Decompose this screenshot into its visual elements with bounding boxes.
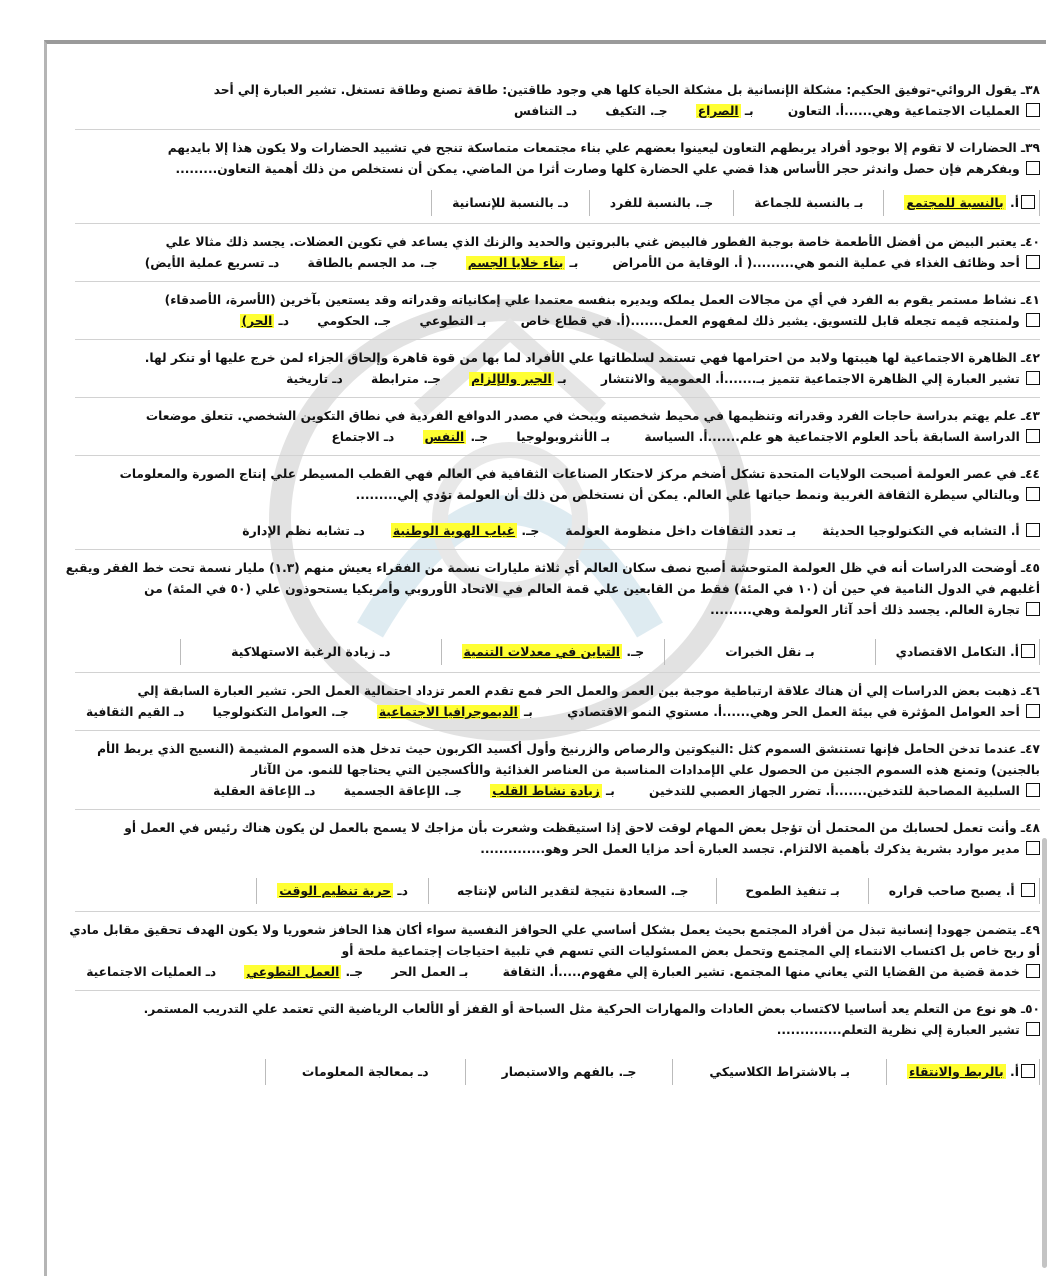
checkbox[interactable] [1026,841,1040,855]
divider [75,989,1040,991]
question-text: ٤٧ـ عندما تدخن الحامل فإنها تستنشق السموم كثل :النيكوتين والرصاص والزرنيخ وأول أكسيد الكربون حيث تدخل هذه السموم المشيمة (النسيج الذي يربط الأم بالجنين) وتمنع هذه السموم الجنين من الحصول علي الإمدادات المناسبة من العناصر الغذائية والأكسجين التي يحتاجها للنمو. من الآثار [97,742,1040,777]
question-stem-end: خدمة قضية من القضايا التي يعاني منها المجتمع. تشير العبارة إلي مفهوم.....أ. الثقافة [502,965,1020,979]
option-a[interactable]: أ. التشابه في التكنولوجيا الحديثة [822,523,1020,538]
question-43: ٤٣ـ علم يهتم بدراسة حاجات الفرد وقدراته وتنظيمها في محيط شخصيته ويبحث في مصدر الدوافع الفردية في نطاق التكوين الشخصي. تتعلق موضعات الدراسة السابقة بأحد العلوم الاجتماعية هو علم.......أ. السياسة بـ الأنثروبولوجيا جـ. النفس دـ الاجتماع [60,406,1040,448]
checkbox[interactable] [1026,964,1040,978]
option-a[interactable]: أ. التكامل الاقتصادي [895,644,1019,659]
question-text: ٤٩ـ يتضمن جهودا إنسانية تبذل من أفراد المجتمع بحيث يعمل بشكل أساسي علي الحوافز النفسية سواء أكان هذا الحافز شعوريا ولا يكون الهدف تحقيق مقابل مادي أو ربح خاص بل اكتساب الانتماء إلي المجتمع وتحمل بعض المسئوليات التي تسهم في تلبية احتياجات إجتماعية ملحة أو [69,923,1040,958]
checkbox[interactable] [1021,644,1035,658]
option-d[interactable]: دـ تشابه نظم الإدارة [242,523,365,538]
question-stem-end: وبفكرهم فإن حصل واندثر حجر الأساس هذا قضي علي الحضارة كلها وصارت أثرا من الماضي. يمكن أن نستخلص من ذلك أهمية التعاون......... [175,162,1020,176]
divider [75,729,1040,731]
question-stem-end: السلبية المصاحبة للتدخين.......أ. تضرر الجهاز العصبي للتدخين [649,784,1020,798]
answer-highlight: بالربط والانتقاء [909,1064,1004,1079]
checkbox[interactable] [1026,487,1040,501]
question-text: ٣٩ـ الحضارات لا تقوم إلا بوجود أفراد يربطهم التعاون ليعينوا بعضهم علي بناء مجتمعات متماسكة تنجح في تشييد الحضارات ولا يكون هذا إلا بايديهم [167,141,1040,155]
divider [75,128,1040,130]
option-b[interactable]: بـ تنفيذ الطموح [716,878,868,904]
question-stem-end: تشير العبارة إلي الظاهرة الاجتماعية تتميز بـ.......أ. العمومية والانتشار [600,372,1020,386]
option-a[interactable]: أ. يصبح صاحب قراره [888,883,1015,898]
question-stem-end: الدراسة السابقة بأحد العلوم الاجتماعية هو علم.......أ. السياسة [644,430,1020,444]
answer-highlight: التباين في معدلات التنمية [463,644,620,659]
question-stem-end: العمليات الاجتماعية وهي......أ. التعاون [787,104,1020,118]
question-44 [60,464,1040,542]
options-row: أ. بالربط والانتقاء بـ بالاشتراط الكلاسيكي جـ. بالفهم والاستبصار دـ بمعالجة المعلومات [60,1059,1040,1085]
answer-highlight: العمل التطوعي [246,965,340,979]
question-48 [60,818,1040,904]
answer-highlight: الجبر والإلزام [471,372,552,386]
option-d[interactable]: دـ التنافس [513,104,578,118]
question-stem-end: وبالتالي سيطرة الثقافة الغربية ونمط حياتها علي العالم. يمكن أن نستخلص من ذلك أن العولمة تؤدي إلي......... [355,488,1020,502]
question-text: ٤٦ـ ذهبت بعض الدراسات إلي أن هناك علاقة ارتباطية موجبة بين العمر والعمل الحر فمع تقدم العمر تزداد احتمالية العمل الحر. تشير العبارة السابقة إلي [137,684,1040,698]
question-stem-end: أحد العوامل المؤثرة في بيئة العمل الحر وهي......أ. مستوي النمو الاقتصادي [567,705,1020,719]
divider [75,910,1040,912]
divider [75,338,1040,340]
option-d[interactable]: دـ بالنسبة للإنسانية [431,190,590,216]
options-row: أ. يصبح صاحب قراره بـ تنفيذ الطموح جـ. السعادة نتيجة لتقدير الناس لإنتاجه دـ حرية تنظيم الوقت [60,878,1040,904]
question-45 [60,558,1040,665]
divider [75,396,1040,398]
options-row: أ. التشابه في التكنولوجيا الحديثة بـ تعدد الثقافات داخل منظومة العولمة جـ. غياب الهوية الوطنية دـ تشابه نظم الإدارة [60,520,1040,542]
question-text: ٣٨ـ يقول الروائي-توفيق الحكيم: مشكلة الإنسانية بل مشكلة الحياة كلها هي وجود طاقتين: طاقة تصنع وطاقة تستغل. تشير العبارة إلي أحد [213,83,1040,97]
option-c[interactable]: جـ. الإعاقة الجسمية [343,784,462,798]
option-d[interactable]: دـ زيادة الرغبة الاستهلاكية [180,639,441,665]
question-text: ٤٨ـ وأنت تعمل لحسابك من المحتمل أن تؤجل بعض المهام لوقت لاحق إذا استيقظت وشعرت بأن مزاجك لا يسمح بالعمل لن يكون هناك رئيس في العمل أو [124,821,1040,835]
answer-highlight: غياب الهوية الوطنية [392,523,516,538]
options-row: أ. التكامل الاقتصادي بـ نقل الخبرات جـ. التباين في معدلات التنمية دـ زيادة الرغبة الاستهلاكية [60,639,1040,665]
checkbox[interactable] [1026,161,1040,175]
question-text: ٤٣ـ علم يهتم بدراسة حاجات الفرد وقدراته وتنظيمها في محيط شخصيته ويبحث في مصدر الدوافع الفردية في نطاق التكوين الشخصي. تتعلق موضعات [145,409,1040,423]
checkbox[interactable] [1021,883,1035,897]
options-row: أ. بالنسبة للمجتمع بـ بالنسبة للجماعة جـ. بالنسبة للفرد دـ بالنسبة للإنسانية [60,190,1040,216]
option-c[interactable]: جـ. بالفهم والاستبصار [465,1059,674,1085]
option-c[interactable]: جـ. بالنسبة للفرد [589,190,734,216]
divider [75,671,1040,673]
option-b[interactable]: بـ الأنثروبولوجيا [516,430,611,444]
checkbox[interactable] [1026,783,1040,797]
option-c[interactable]: جـ. الحكومي [317,314,392,328]
checkbox[interactable] [1026,255,1040,269]
answer-highlight: الحر) [241,314,273,328]
question-text: ٤٢ـ الظاهرة الاجتماعية لها هيبتها ولابد من احترامها فهي تستمد لسلطاتها علي الأفراد لما بها من قوة قاهرة وإلحاق الجزاء لمن خرج عليها أو تنكر لها. [144,351,1040,365]
question-41: ٤١ـ نشاط مستمر يقوم به الفرد في أي من مجالات العمل يملكه ويديره بنفسه معتمدا علي إمكانياته وقدراته وقد يستعين بآخرين (الأسرة، الأصدقاء) ولمنتجه قيمه تجعله قابل للتسويق. يشير ذلك لمفهوم العمل.......(أ. في قطاع خاص بـ التطوعي جـ. الحكومي دـ الحر) [60,290,1040,332]
option-a[interactable]: بالنسبة للمجتمع [906,195,1004,210]
option-d[interactable]: دـ الإعاقة العقلية [213,784,316,798]
answer-highlight: حرية تنظيم الوقت [279,883,392,898]
option-d[interactable]: دـ العمليات الاجتماعية [86,965,217,979]
question-text: ٥٠ـ هو نوع من التعلم يعد أساسيا لاكتساب بعض العادات والمهارات الحركية مثل السباحة أو القفز أو الألعاب الرياضية التي تعتمد علي التدريب المستمر. [143,1002,1040,1016]
question-text: ٤١ـ نشاط مستمر يقوم به الفرد في أي من مجالات العمل يملكه ويديره بنفسه معتمدا علي إمكانياته وقدراته وقد يستعين بآخرين (الأسرة، الأصدقاء) [164,293,1040,307]
question-stem-end: تجارة العالم. يجسد ذلك أحد آثار العولمة وهي......... [710,603,1020,617]
option-d[interactable]: دـ الاجتماع [331,430,395,444]
question-stem-end: تشير العبارة إلي نظرية التعلم.............. [776,1023,1020,1037]
question-stem-end: مدير موارد بشرية يذكرك بأهمية الالتزام. تجسد العبارة أحد مزايا العمل الحر وهو.............. [480,842,1020,856]
option-c[interactable]: جـ. التكيف [605,104,668,118]
checkbox[interactable] [1026,523,1040,537]
divider [75,548,1040,550]
option-c[interactable]: جـ. مترابطة [370,372,441,386]
question-text: ٤٠ـ يعتبر البيض من أفضل الأطعمة خاصة بوجبة الفطور فالبيض غني بالبروتين والحديد والزنك الذي يساعد في تكوين العضلات. يجسد ذلك مثالا علي [165,235,1040,249]
option-c[interactable]: جـ. مد الجسم بالطاقة [307,256,438,270]
checkbox[interactable] [1026,429,1040,443]
question-38: ٣٨ـ يقول الروائي-توفيق الحكيم: مشكلة الإنسانية بل مشكلة الحياة كلها هي وجود طاقتين: طاقة تصنع وطاقة تستغل. تشير العبارة إلي أحد العمليات الاجتماعية وهي......أ. التعاون بـ الصراع جـ. التكيف دـ التنافس [60,80,1040,122]
option-b[interactable]: بـ التطوعي [419,314,487,328]
checkbox[interactable] [1021,1064,1035,1078]
divider [75,280,1040,282]
option-d[interactable]: دـ القيم الثقافية [86,705,185,719]
answer-highlight: الديموجرافيا الاجتماعية [378,705,518,719]
answer-highlight: النفس [424,430,465,444]
option-d[interactable]: دـ تسريع عملية الأيض) [144,256,280,270]
divider [75,454,1040,456]
exam-questions [60,80,1040,1085]
answer-highlight: بناء خلايا الجسم [467,256,564,270]
answer-highlight: زيادة نشاط القلب [492,784,600,798]
divider [75,222,1040,224]
question-46: ٤٦ـ ذهبت بعض الدراسات إلي أن هناك علاقة ارتباطية موجبة بين العمر والعمل الحر فمع تقدم العمر تزداد احتمالية العمل الحر. تشير العبارة السابقة إلي أحد العوامل المؤثرة في بيئة العمل الحر وهي......أ. مستوي النمو الاقتصادي بـ الديموجرافيا الاجتماعية جـ. العوامل التكنولوجيا دـ القيم الثقافية [60,681,1040,723]
question-stem-end: أحد وظائف الغذاء في عملية النمو هي.........( أ. الوقاية من الأمراض [612,256,1020,270]
option-b[interactable]: بـ بالنسبة للجماعة [733,190,884,216]
checkbox[interactable] [1026,704,1040,718]
answer-highlight: الصراع [697,104,739,118]
question-text: ٤٥ـ أوضحت الدراسات أنه في ظل العولمة المتوحشة أصبح نصف سكان العالم أي ثلاثة مليارات نسمة من الفقراء يعيش منهم (١.٣) مليار نسمة تحت خط الفقر ويقبع أغلبهم في الدول النامية في حين أن (١٠ في المئة) فقط من القابعين علي قمة العالم في الاتحاد الأوروبي وأمريكيا يستحوذون علي (٥٠ في المئة) من [65,561,1040,596]
option-c[interactable]: جـ. العوامل التكنولوجيا [212,705,349,719]
checkbox[interactable] [1026,1022,1040,1036]
checkbox[interactable] [1026,103,1040,117]
option-b[interactable]: بـ نقل الخبرات [664,639,875,665]
option-b[interactable]: بـ العمل الحر [391,965,469,979]
question-42: ٤٢ـ الظاهرة الاجتماعية لها هيبتها ولابد من احترامها فهي تستمد لسلطاتها علي الأفراد لما بها من قوة قاهرة وإلحاق الجزاء لمن خرج عليها أو تنكر لها. تشير العبارة إلي الظاهرة الاجتماعية تتميز بـ.......أ. العمومية والانتشار بـ الجبر والإلزام جـ. مترابطة دـ تاريخية [60,348,1040,390]
question-39 [60,138,1040,216]
option-b[interactable]: بـ بالاشتراط الكلاسيكي [672,1059,887,1085]
divider [75,808,1040,810]
checkbox[interactable] [1026,602,1040,616]
question-49: ٤٩ـ يتضمن جهودا إنسانية تبذل من أفراد المجتمع بحيث يعمل بشكل أساسي علي الحوافز النفسية سواء أكان هذا الحافز شعوريا ولا يكون الهدف تحقيق مقابل مادي أو ربح خاص بل اكتساب الانتماء إلي المجتمع وتحمل بعض المسئوليات التي تسهم في تلبية احتياجات إجتماعية ملحة أو خدمة قضية من القضايا التي يعاني منها المجتمع. تشير العبارة إلي مفهوم.....أ. الثقافة بـ العمل الحر جـ. العمل التطوعي دـ العمليات الاجتماعية [60,920,1040,983]
option-d[interactable]: دـ تاريخية [286,372,343,386]
question-47: ٤٧ـ عندما تدخن الحامل فإنها تستنشق السموم كثل :النيكوتين والرصاص والزرنيخ وأول أكسيد الكربون حيث تدخل هذه السموم المشيمة (النسيج الذي يربط الأم بالجنين) وتمنع هذه السموم الجنين من الحصول علي الإمدادات المناسبة من العناصر الغذائية والأكسجين التي يحتاجها للنمو. من الآثار السلبية المصاحبة للتدخين.......أ. تضرر الجهاز العصبي للتدخين بـ زيادة نشاط القلب جـ. الإعاقة الجسمية دـ الإعاقة العقلية [60,739,1040,802]
checkbox[interactable] [1026,313,1040,327]
question-stem-end: ولمنتجه قيمه تجعله قابل للتسويق. يشير ذلك لمفهوم العمل.......(أ. في قطاع خاص [520,314,1020,328]
question-40: ٤٠ـ يعتبر البيض من أفضل الأطعمة خاصة بوجبة الفطور فالبيض غني بالبروتين والحديد والزنك الذي يساعد في تكوين العضلات. يجسد ذلك مثالا علي أحد وظائف الغذاء في عملية النمو هي.........( أ. الوقاية من الأمراض بـ بناء خلايا الجسم جـ. مد الجسم بالطاقة دـ تسريع عملية الأيض) [60,232,1040,274]
checkbox[interactable] [1026,371,1040,385]
checkbox[interactable] [1021,195,1035,209]
scrollbar[interactable] [1042,838,1047,1268]
option-b[interactable]: بـ تعدد الثقافات داخل منظومة العولمة [565,523,797,538]
option-c[interactable]: جـ. السعادة نتيجة لتقدير الناس لإنتاجه [428,878,717,904]
question-text: ٤٤ـ في عصر العولمة أصبحت الولايات المتحدة تشكل أضخم مركز لاحتكار الصناعات الثقافية في العالم فهي القطب المسيطر علي إنتاج الصورة والمعلومات [119,467,1040,481]
option-d[interactable]: دـ بمعالجة المعلومات [265,1059,466,1085]
question-50 [60,999,1040,1085]
